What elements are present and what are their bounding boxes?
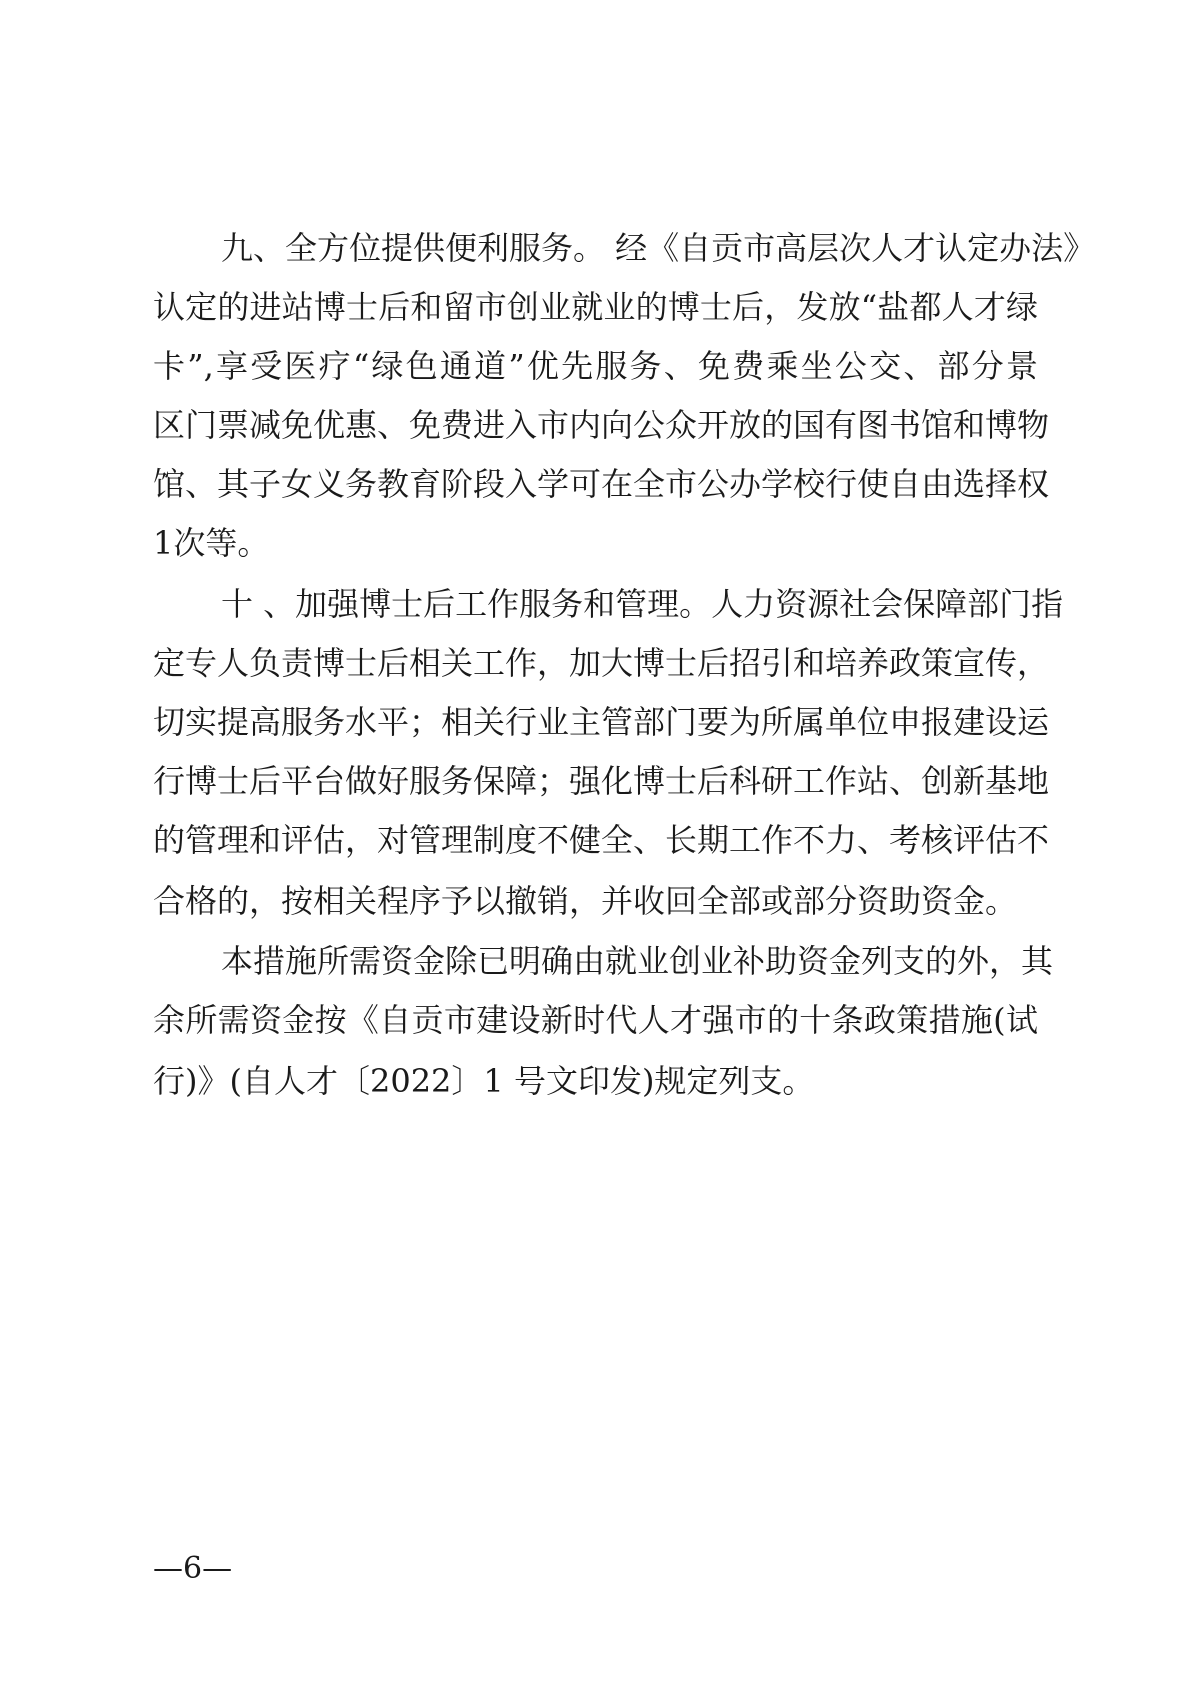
paragraph-10-line-4: 行博士后平台做好服务保障；强化博士后科研工作站、创新基地 [153,762,1050,800]
paragraph-funding-line-3: 行)》(自人才〔2022〕1 号文印发)规定列支。 [153,1062,815,1100]
paragraph-funding-line-2: 余所需资金按《自贡市建设新时代人才强市的十条政策措施(试 [153,1001,1038,1039]
paragraph-10-line-5: 的管理和评估，对管理制度不健全、长期工作不力、考核评估不 [153,821,1050,859]
paragraph-9-line-1: 九、全方位提供便利服务。 经《自贡市高层次人才认定办法》 [221,229,1096,267]
paragraph-9-line-5: 馆、其子女义务教育阶段入学可在全市公办学校行使自由选择权 [153,465,1050,503]
paragraph-9-line-6: 1次等。 [153,524,270,562]
paragraph-funding-line-1: 本措施所需资金除已明确由就业创业补助资金列支的外，其 [221,942,1054,980]
paragraph-10-line-3: 切实提高服务水平；相关行业主管部门要为所属单位申报建设运 [153,703,1050,741]
paragraph-10-line-1: 十 、加强博士后工作服务和管理。人力资源社会保障部门指 [221,585,1064,623]
paragraph-9-line-3: 卡”,享受医疗“绿色通道”优先服务、免费乘坐公交、部分景 [153,347,1038,385]
paragraph-9-line-4: 区门票减免优惠、免费进入市内向公众开放的国有图书馆和博物 [153,406,1050,444]
page-number: —6— [153,1551,233,1586]
paragraph-9-line-2: 认定的进站博士后和留市创业就业的博士后，发放“盐都人才绿 [153,288,1038,326]
paragraph-10-line-6: 合格的，按相关程序予以撤销，并收回全部或部分资助资金。 [153,882,1018,920]
paragraph-10-line-2: 定专人负责博士后相关工作，加大博士后招引和培养政策宣传， [153,644,1050,682]
